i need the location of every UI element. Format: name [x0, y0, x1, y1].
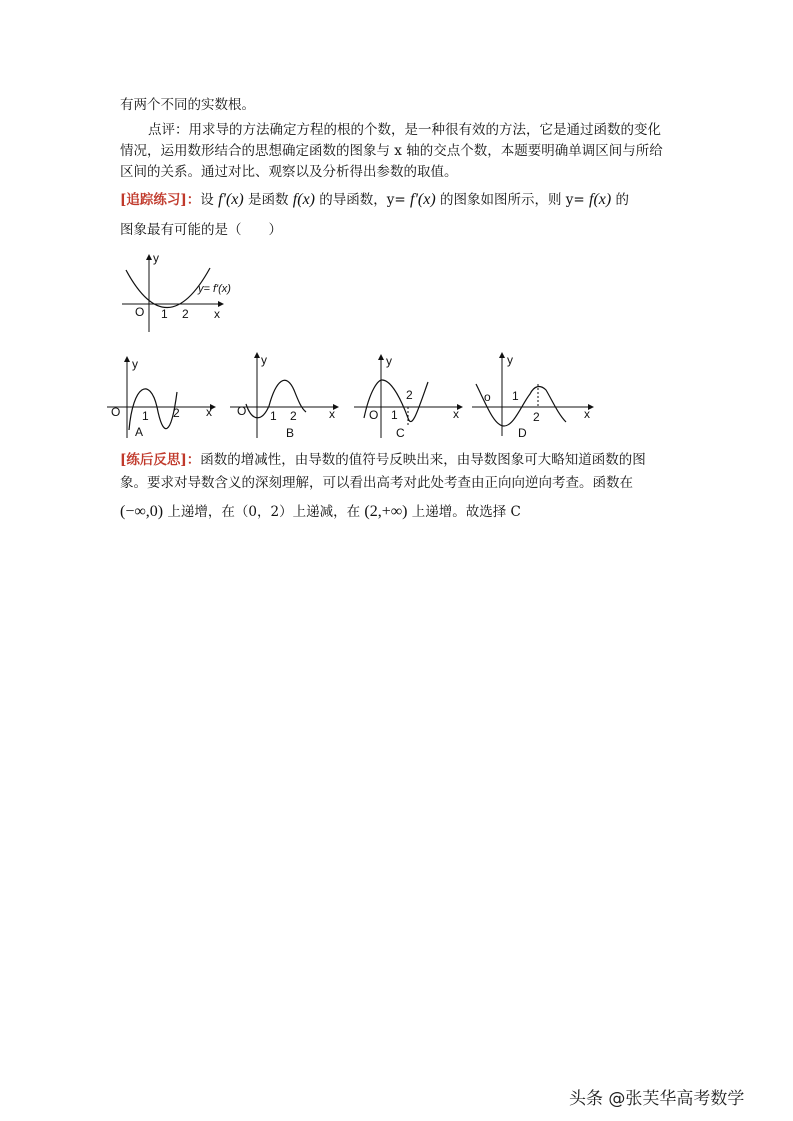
- reflection-text: 函数的增减性，由导数的值符号反映出来，由导数图象可大略知道函数的图: [200, 452, 646, 468]
- watermark: 头条 @张芙华高考数学: [569, 1089, 745, 1109]
- tick-label-1: 1: [270, 409, 277, 423]
- y-axis-arrow: [146, 254, 152, 260]
- origin-label: O: [237, 404, 247, 418]
- text-line: 有两个不同的实数根。: [120, 97, 255, 113]
- y-axis-label: y: [507, 353, 513, 367]
- reflection-line-3: [120, 502, 521, 522]
- exercise-text: 是函数: [248, 192, 289, 208]
- tick-label-2: 2: [406, 388, 413, 402]
- math-interval: (−∞,0): [120, 503, 164, 520]
- option-c-label: C: [396, 426, 405, 440]
- reflection-text: 上递增，在（0，2）上递减，在: [167, 504, 361, 520]
- tick-label-1: 1: [142, 409, 149, 423]
- reflection-line-1: [120, 450, 646, 470]
- curve-label: y= f'(x): [198, 283, 231, 295]
- origin-label: O: [135, 305, 145, 319]
- option-b-graph: [228, 352, 343, 442]
- x-axis-label: x: [329, 407, 335, 421]
- exercise-text: 的图象如图所示，则 y=: [439, 192, 585, 208]
- reflection-tag: [练后反思]：: [120, 452, 201, 468]
- exercise-text: 的导函数，y=: [319, 192, 406, 208]
- y-axis-label: y: [386, 354, 392, 368]
- tick-label-1: 1: [161, 307, 168, 321]
- comment-line-1: 点评：用求导的方法确定方程的根的个数，是一种很有效的方法，它是通过函数的变化: [148, 122, 661, 138]
- origin-label: O: [369, 408, 379, 422]
- tick-label-2: 2: [290, 409, 297, 423]
- y-axis-arrow: [378, 354, 384, 360]
- derivative-graph: [120, 250, 250, 335]
- math-f: f(x): [292, 191, 315, 208]
- tick-label-1: 1: [512, 389, 519, 403]
- math-interval: (2,+∞): [364, 503, 408, 520]
- option-b-label: B: [286, 426, 295, 440]
- y-axis-arrow: [254, 352, 260, 358]
- exercise-question-line-2: 图象最有可能的是（ ）: [120, 222, 282, 238]
- comment-line-2: 情况，运用数形结合的思想确定函数的图象与 x 轴的交点个数，本题要明确单调区间与所给: [120, 143, 663, 159]
- y-axis-label: y: [153, 251, 159, 265]
- tick-label-2: 2: [173, 406, 180, 420]
- exercise-text: 的: [615, 192, 629, 208]
- y-axis-arrow: [124, 356, 130, 362]
- origin-label: O: [111, 405, 121, 419]
- option-a-curve: [129, 389, 177, 430]
- tick-label-1: 1: [391, 408, 398, 422]
- exercise-tag: [追踪练习]：: [120, 192, 201, 208]
- option-a-label: A: [135, 425, 144, 439]
- x-axis-label: x: [453, 407, 459, 421]
- tick-label-2: 2: [182, 307, 189, 321]
- x-axis-label: x: [214, 307, 220, 321]
- x-axis-label: x: [206, 405, 212, 419]
- x-axis-label: x: [584, 407, 590, 421]
- math-f: f(x): [589, 191, 612, 208]
- comment-line-3: 区间的关系。通过对比、观察以及分析得出参数的取值。: [120, 164, 458, 180]
- tick-label-2: 2: [533, 410, 540, 424]
- math-fprime: f'(x): [218, 191, 244, 208]
- option-d-graph: [470, 348, 598, 442]
- y-axis-label: y: [261, 353, 267, 367]
- math-fprime: f'(x): [410, 191, 436, 208]
- reflection-text: 上递增。故选择 C: [411, 504, 521, 520]
- reflection-line-2: 象。要求对导数含义的深刻理解，可以看出高考对此处考查由正向向逆向考查。函数在: [120, 475, 633, 491]
- y-axis-label: y: [132, 357, 138, 371]
- option-a-graph: [105, 352, 220, 442]
- exercise-text: 设: [200, 192, 214, 208]
- origin-label: o: [484, 390, 491, 404]
- option-d-label: D: [518, 426, 527, 440]
- exercise-question-line-1: [120, 190, 629, 210]
- option-c-graph: [352, 352, 467, 442]
- y-axis-arrow: [499, 352, 505, 358]
